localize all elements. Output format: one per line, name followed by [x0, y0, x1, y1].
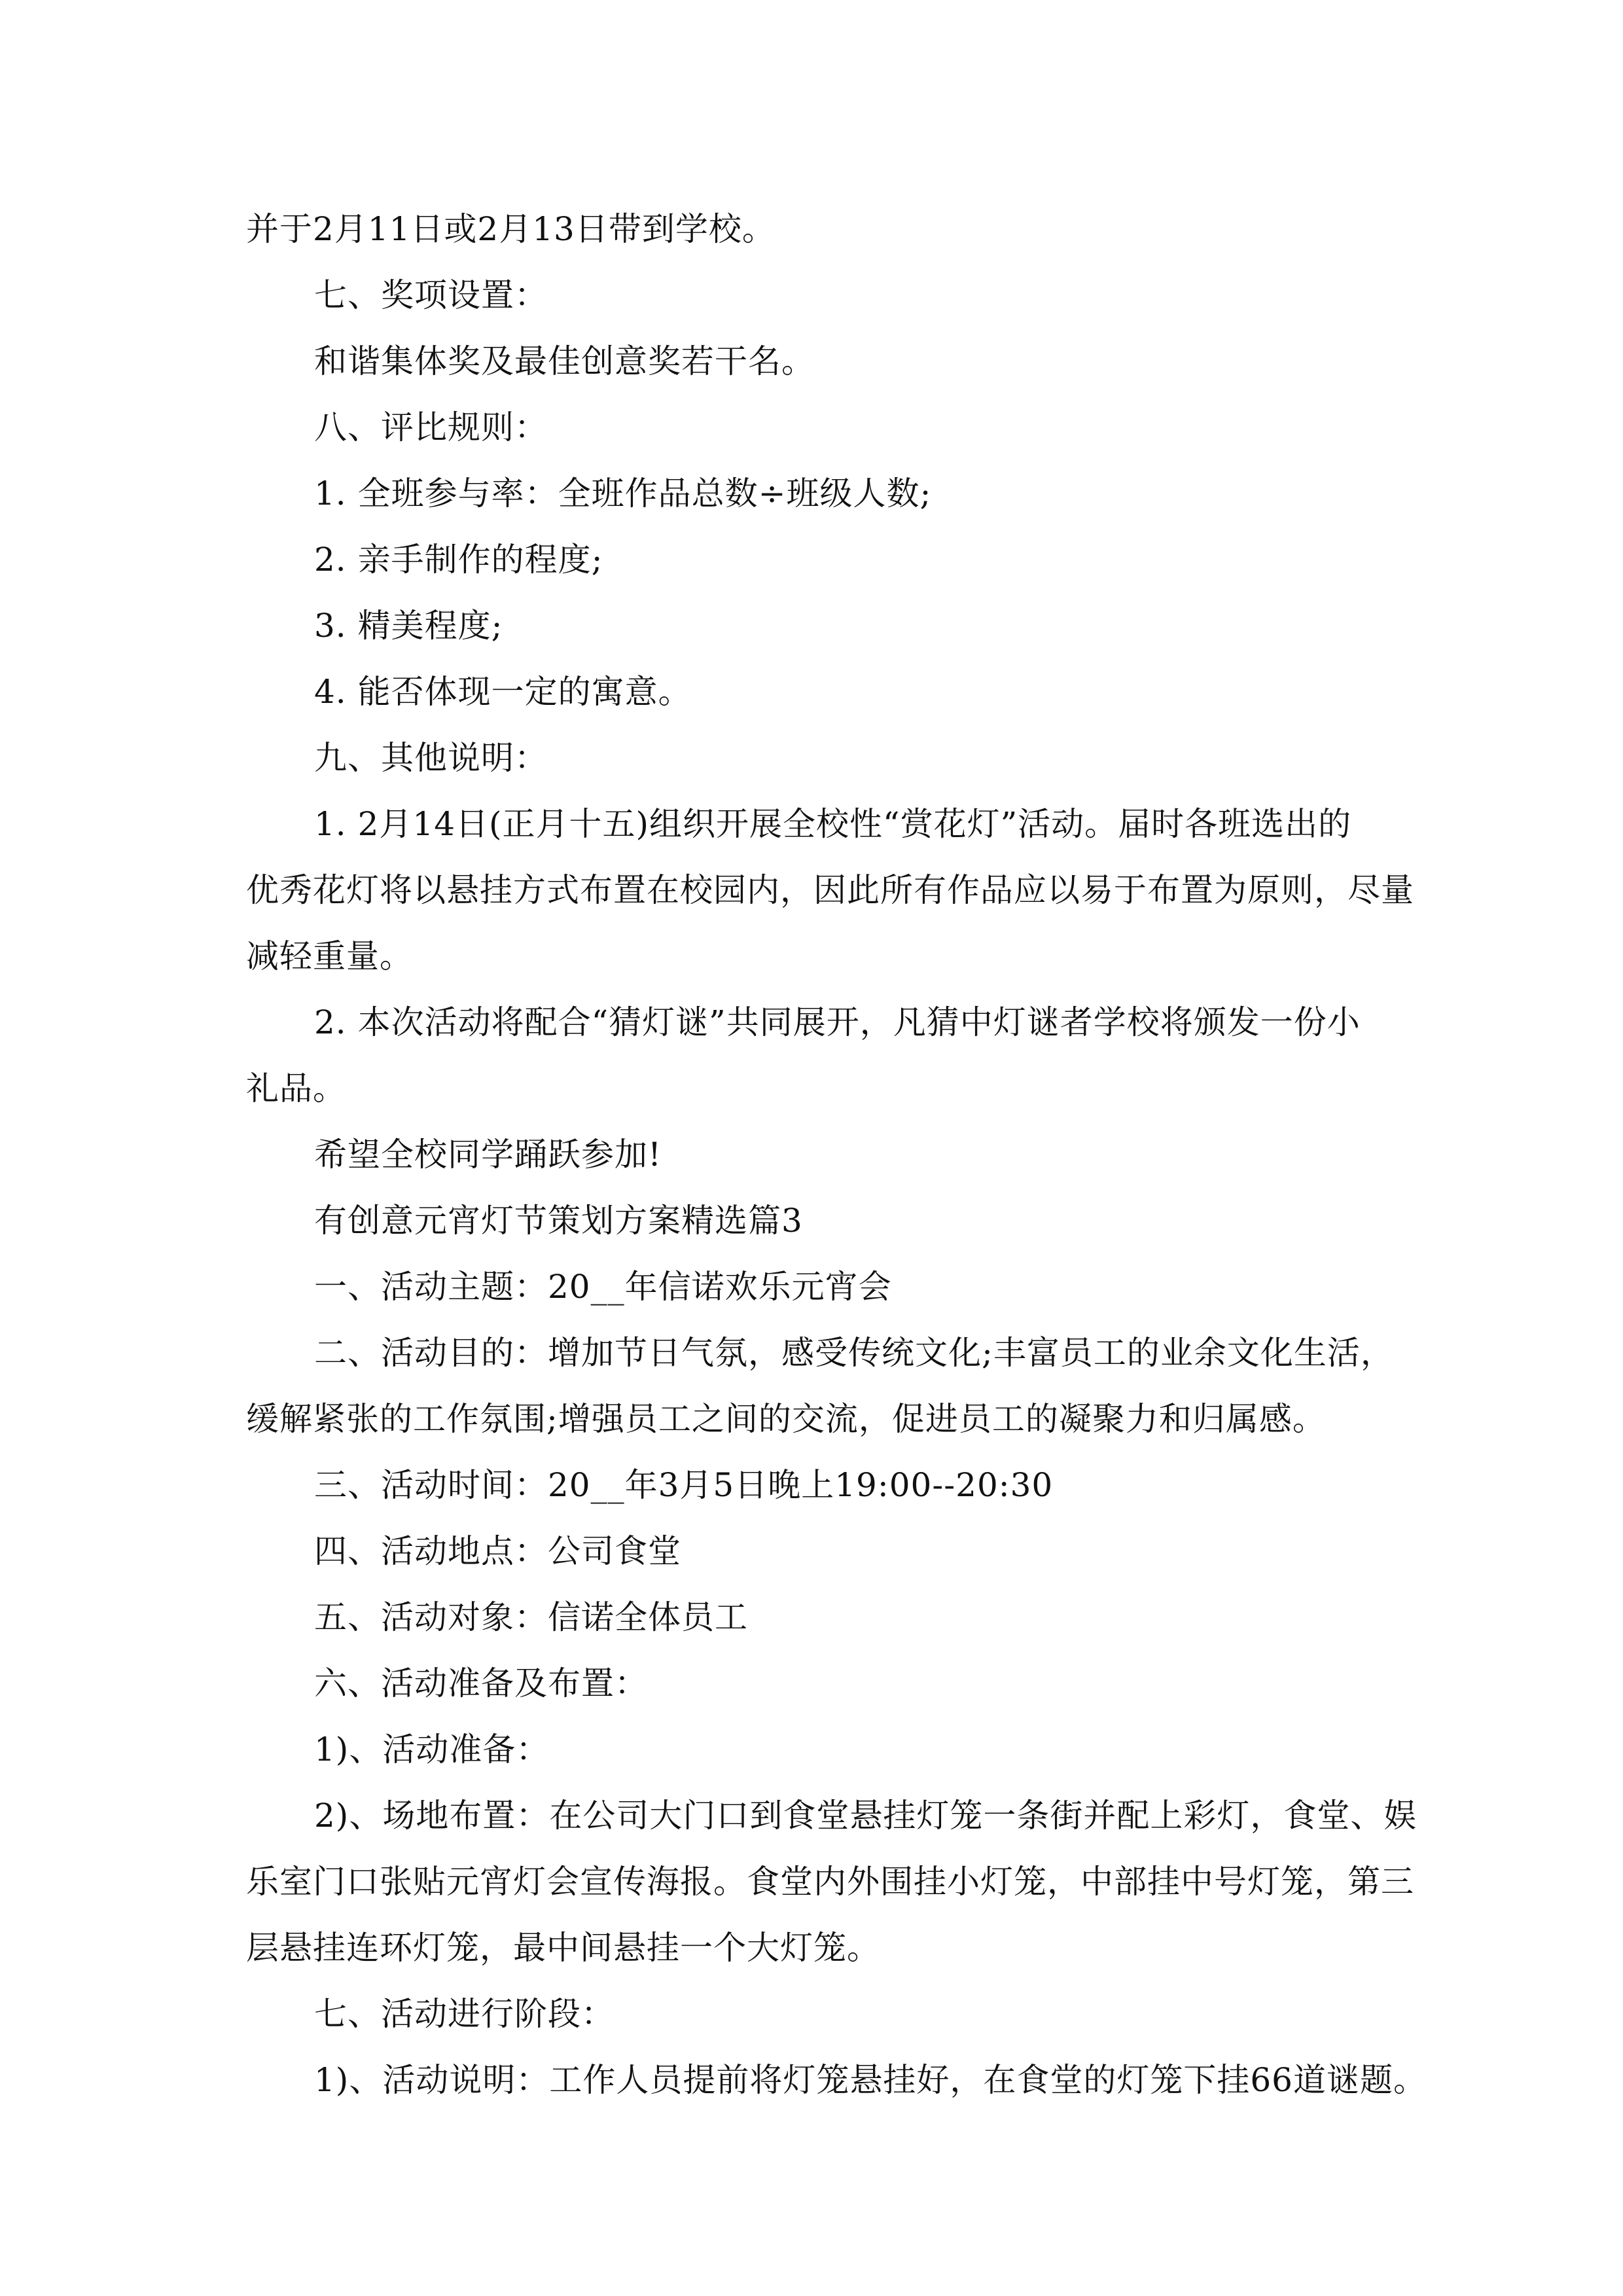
- paragraph-line: 1)、活动准备：: [314, 1731, 550, 1768]
- paragraph-line: 乐室门口张贴元宵灯会宣传海报。食堂内外围挂小灯笼，中部挂中号灯笼，第三: [246, 1863, 1414, 1901]
- paragraph-line: 希望全校同学踊跃参加!: [314, 1136, 662, 1174]
- document-body: [246, 196, 1427, 2113]
- paragraph-line: 缓解紧张的工作氛围;增强员工之间的交流，促进员工的凝聚力和归属感。: [246, 1400, 1326, 1438]
- paragraph-line: 1. 全班参与率：全班作品总数÷班级人数;: [314, 475, 932, 512]
- paragraph-line: 八、评比规则：: [314, 408, 548, 446]
- paragraph-line: 礼品。: [246, 1069, 346, 1107]
- paragraph-line: 减轻重量。: [246, 937, 413, 975]
- paragraph-line: 优秀花灯将以悬挂方式布置在校园内，因此所有作品应以易于布置为原则，尽量: [246, 871, 1414, 909]
- paragraph-line: 九、其他说明：: [314, 739, 548, 777]
- paragraph-line: 3. 精美程度;: [314, 607, 503, 645]
- paragraph-line: 六、活动准备及布置：: [314, 1664, 648, 1702]
- paragraph-line: 二、活动目的：增加节日气氛，感受传统文化;丰富员工的业余文化生活，: [314, 1334, 1394, 1372]
- paragraph-line: 层悬挂连环灯笼，最中间悬挂一个大灯笼。: [246, 1929, 880, 1967]
- paragraph-line: 4. 能否体现一定的寓意。: [314, 673, 692, 711]
- paragraph-line: 一、活动主题：20__年信诺欢乐元宵会: [314, 1268, 892, 1306]
- paragraph-line: 2. 亲手制作的程度;: [314, 541, 603, 579]
- paragraph-line: 2. 本次活动将配合“猜灯谜”共同展开，凡猜中灯谜者学校将颁发一份小: [314, 1003, 1361, 1041]
- paragraph-line: 七、奖项设置：: [314, 276, 548, 314]
- paragraph-line: 和谐集体奖及最佳创意奖若干名。: [314, 342, 815, 380]
- paragraph-line: 五、活动对象：信诺全体员工: [314, 1598, 748, 1636]
- paragraph-line: 并于2月11日或2月13日带到学校。: [246, 210, 776, 248]
- paragraph-line: 2)、场地布置：在公司大门口到食堂悬挂灯笼一条街并配上彩灯，食堂、娱: [314, 1797, 1418, 1835]
- paragraph-line: 1. 2月14日(正月十五)组织开展全校性“赏花灯”活动。届时各班选出的: [314, 805, 1352, 843]
- paragraph-line: 四、活动地点：公司食堂: [314, 1532, 681, 1570]
- paragraph-line: 三、活动时间：20__年3月5日晚上19:00--20:30: [314, 1466, 1054, 1504]
- section-title: 有创意元宵灯节策划方案精选篇3: [314, 1202, 803, 1240]
- paragraph-line: 1)、活动说明：工作人员提前将灯笼悬挂好，在食堂的灯笼下挂66道谜题。: [314, 2061, 1427, 2099]
- paragraph-line: 七、活动进行阶段：: [314, 1995, 615, 2033]
